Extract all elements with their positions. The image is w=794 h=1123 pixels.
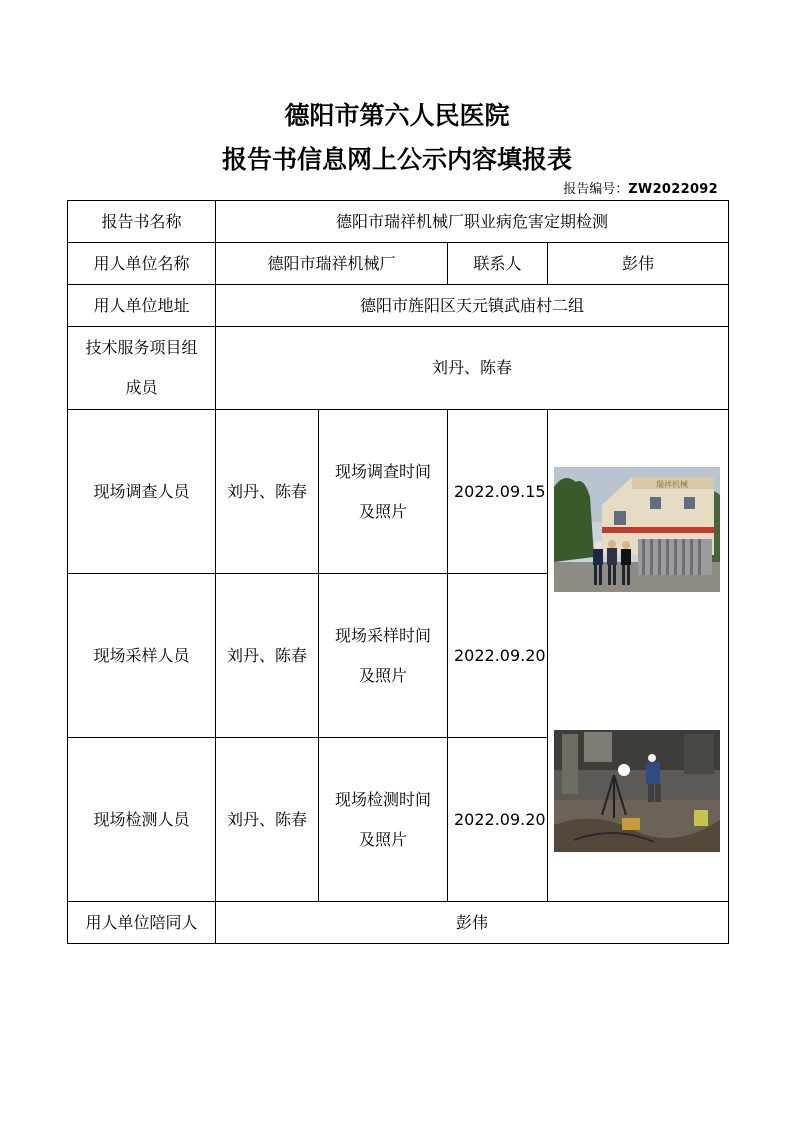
report-name-value: 德阳市瑞祥机械厂职业病危害定期检测 [216, 201, 729, 243]
survey-time-label [319, 410, 448, 574]
escort-value: 彭伟 [216, 902, 729, 944]
testing-time-label-line2: 及照片 [358, 829, 407, 849]
address-value: 德阳市旌阳区天元镇武庙村二组 [216, 285, 729, 327]
sampling-date: 2022.09.20 [448, 574, 548, 738]
row-team [68, 327, 729, 410]
escort-label: 用人单位陪同人 [68, 902, 216, 944]
info-table [67, 200, 729, 944]
team-value: 刘丹、陈春 [216, 327, 729, 410]
document-subtitle: 报告书信息网上公示内容填报表 [221, 145, 572, 174]
sampling-staff: 刘丹、陈春 [216, 574, 319, 738]
report-number-value: ZW2022092 [628, 182, 718, 197]
employer-value: 德阳市瑞祥机械厂 [216, 243, 448, 285]
testing-date: 2022.09.20 [448, 738, 548, 902]
testing-time-label [319, 738, 448, 902]
sampling-label: 现场采样人员 [68, 574, 216, 738]
contact-label: 联系人 [448, 243, 548, 285]
report-number-label: 报告编号： [563, 182, 629, 197]
survey-photo-image [554, 467, 720, 592]
report-name-label: 报告书名称 [68, 201, 216, 243]
report-number [563, 181, 718, 199]
document-title: 德阳市第六人民医院 [284, 101, 510, 130]
testing-staff: 刘丹、陈春 [216, 738, 319, 902]
row-address [68, 285, 729, 327]
testing-photo [554, 730, 720, 852]
testing-label: 现场检测人员 [68, 738, 216, 902]
row-report-name [68, 201, 729, 243]
testing-photo-image [554, 730, 720, 852]
survey-time-label-line1: 现场调查时间 [334, 461, 431, 481]
sampling-time-label-line1: 现场采样时间 [334, 625, 431, 645]
row-escort [68, 902, 729, 944]
sampling-time-label [319, 574, 448, 738]
contact-value: 彭伟 [548, 243, 729, 285]
sampling-time-label-line2: 及照片 [358, 665, 407, 685]
survey-time-label-line2: 及照片 [358, 501, 407, 521]
survey-label: 现场调查人员 [68, 410, 216, 574]
survey-date: 2022.09.15 [448, 410, 548, 574]
address-label: 用人单位地址 [68, 285, 216, 327]
survey-staff: 刘丹、陈春 [216, 410, 319, 574]
photo-cell [548, 410, 729, 902]
team-label-line2: 成员 [125, 378, 158, 397]
row-survey [68, 410, 729, 574]
employer-label: 用人单位名称 [68, 243, 216, 285]
row-employer [68, 243, 729, 285]
survey-photo-sign: 瑞祥机械 [656, 480, 688, 489]
team-label-line1: 技术服务项目组 [85, 338, 198, 357]
survey-photo [554, 467, 720, 592]
team-label [68, 327, 216, 410]
testing-time-label-line1: 现场检测时间 [334, 789, 431, 809]
